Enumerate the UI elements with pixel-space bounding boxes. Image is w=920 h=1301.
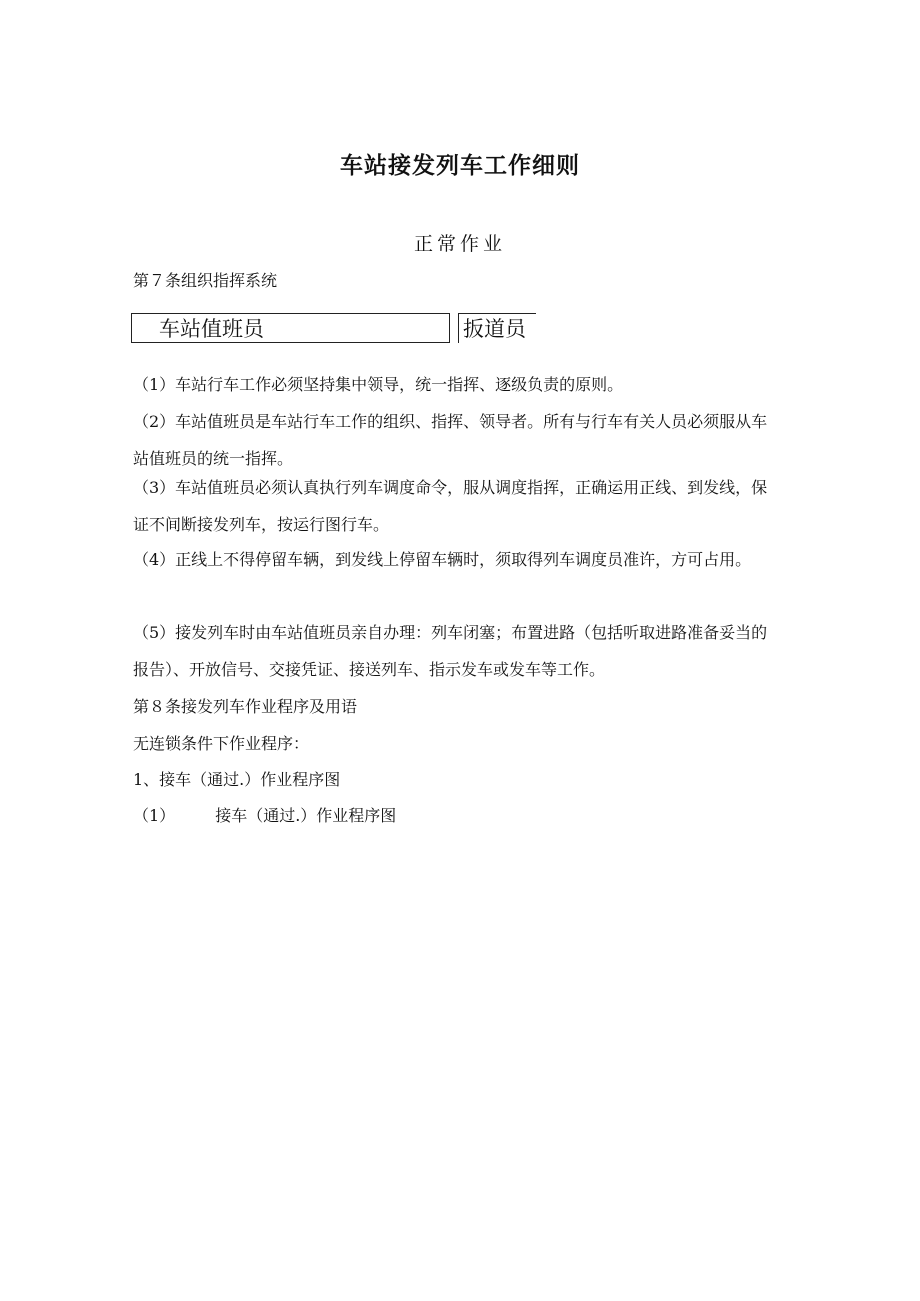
sub-item-number: （1） xyxy=(133,806,176,825)
article-7-heading: 第７条组织指挥系统 xyxy=(133,271,278,290)
paragraph-5: （5）接发列车时由车站值班员亲自办理：列车闭塞；布置进路（包括听取进路准备妥当的报告）、开放信号、交接凭证、接送列车、指示发车或发车等工作。 xyxy=(133,623,768,679)
paragraph-3: （3）车站值班员必须认真执行列车调度命令，服从调度指挥，正确运用正线、到发线，保证不间断接发列车，按运行图行车。 xyxy=(133,478,768,534)
sub-item-1 xyxy=(133,803,396,826)
section-title: 正常作业 xyxy=(413,233,506,255)
org-box-switchman xyxy=(458,313,536,343)
paragraph-1: （1）车站行车工作必须坚持集中领导，统一指挥、逐级负责的原则。 xyxy=(133,375,624,394)
item-1-heading: 1、接车（通过.）作业程序图 xyxy=(133,770,341,789)
no-interlock-heading: 无连锁条件下作业程序： xyxy=(133,734,310,753)
paragraph-4: （4）正线上不得停留车辆，到发线上停留车辆时，须取得列车调度员准许，方可占用。 xyxy=(133,550,752,569)
paragraph-2: （2）车站值班员是车站行车工作的组织、指挥、领导者。所有与行车有关人员必须服从车站值班员的统一指挥。 xyxy=(133,412,768,468)
document-title: 车站接发列车工作细则 xyxy=(340,153,580,179)
org-box-label: 车站值班员 xyxy=(159,317,264,341)
sub-item-text: 接车（通过.）作业程序图 xyxy=(215,806,397,825)
org-box-label: 扳道员 xyxy=(463,317,526,341)
org-box-station-master xyxy=(131,313,450,343)
article-8-heading: 第８条接发列车作业程序及用语 xyxy=(133,697,358,716)
